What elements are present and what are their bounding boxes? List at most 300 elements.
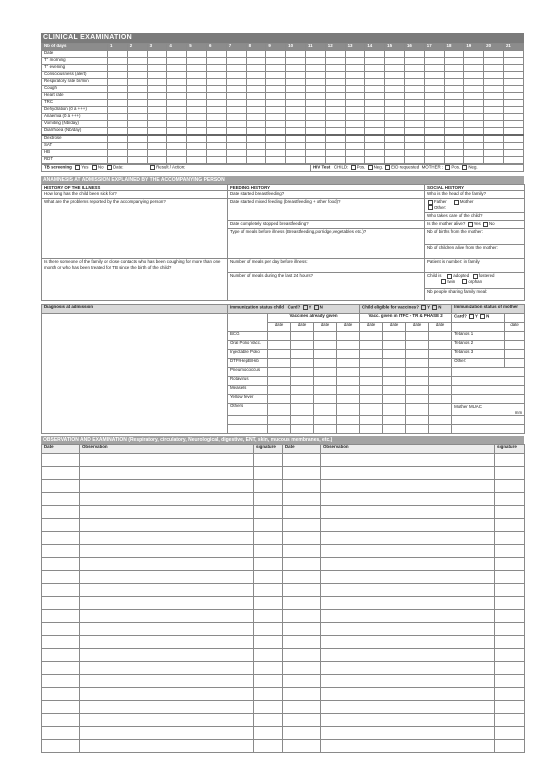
obs-date-cell[interactable] (283, 505, 321, 518)
vaccine-date-cell[interactable] (383, 332, 406, 341)
obs-date-cell[interactable] (283, 492, 321, 505)
clinical-cell[interactable] (305, 51, 325, 58)
obs-signature-cell[interactable] (495, 583, 525, 596)
clinical-cell[interactable] (305, 86, 325, 93)
clinical-cell[interactable] (444, 72, 464, 79)
vaccine-date-cell[interactable] (337, 341, 360, 350)
obs-signature-cell[interactable] (254, 570, 283, 583)
obs-date-cell[interactable] (283, 648, 321, 661)
clinical-cell[interactable] (167, 65, 187, 72)
clinical-cell[interactable] (404, 58, 424, 65)
clinical-cell[interactable] (503, 150, 523, 157)
clinical-cell[interactable] (246, 107, 266, 114)
obs-date-cell[interactable] (42, 596, 80, 609)
obs-date-cell[interactable] (283, 544, 321, 557)
mother-card-n-checkbox[interactable] (480, 314, 485, 319)
clinical-cell[interactable] (404, 86, 424, 93)
obs-signature-cell[interactable] (254, 492, 283, 505)
obs-text-cell[interactable] (321, 648, 495, 661)
vaccine-date-cell[interactable] (337, 368, 360, 377)
obs-signature-cell[interactable] (254, 596, 283, 609)
mother-alive-yes-checkbox[interactable] (468, 222, 473, 227)
clinical-cell[interactable] (365, 121, 385, 128)
obs-signature-cell[interactable] (495, 596, 525, 609)
mother-card[interactable] (452, 314, 505, 323)
clinical-cell[interactable] (365, 143, 385, 150)
obs-signature-cell[interactable] (495, 570, 525, 583)
mother-vaccine-date[interactable] (505, 350, 525, 359)
vaccine-date-cell[interactable] (268, 359, 291, 368)
clinical-cell[interactable] (325, 114, 345, 121)
clinical-cell[interactable] (345, 114, 365, 121)
obs-date-cell[interactable] (42, 726, 80, 739)
clinical-cell[interactable] (464, 93, 484, 100)
clinical-cell[interactable] (286, 65, 306, 72)
clinical-cell[interactable] (286, 107, 306, 114)
clinical-cell[interactable] (286, 79, 306, 86)
clinical-cell[interactable] (127, 150, 147, 157)
clinical-cell[interactable] (325, 128, 345, 136)
clinical-cell[interactable] (147, 79, 167, 86)
clinical-cell[interactable] (325, 93, 345, 100)
clinical-cell[interactable] (187, 100, 207, 107)
clinical-cell[interactable] (286, 72, 306, 79)
clinical-cell[interactable] (484, 72, 504, 79)
obs-signature-cell[interactable] (254, 583, 283, 596)
clinical-cell[interactable] (404, 114, 424, 121)
tb-date-checkbox[interactable] (107, 165, 112, 170)
clinical-cell[interactable] (305, 93, 325, 100)
clinical-cell[interactable] (266, 114, 286, 121)
clinical-cell[interactable] (385, 79, 405, 86)
clinical-cell[interactable] (187, 150, 207, 157)
clinical-cell[interactable] (266, 100, 286, 107)
clinical-cell[interactable] (503, 100, 523, 107)
obs-date-cell[interactable] (42, 544, 80, 557)
obs-text-cell[interactable] (321, 609, 495, 622)
feeding-q4[interactable]: Type of meals before illness (Breastfeeding,porridge,vegetables etc.)? (228, 229, 425, 259)
clinical-cell[interactable] (206, 58, 226, 65)
clinical-cell[interactable] (187, 114, 207, 121)
clinical-cell[interactable] (187, 93, 207, 100)
vaccine-date-cell[interactable] (406, 359, 429, 368)
clinical-cell[interactable] (187, 86, 207, 93)
vaccine-date-cell[interactable] (429, 368, 452, 377)
clinical-cell[interactable] (404, 143, 424, 150)
clinical-cell[interactable] (286, 143, 306, 150)
obs-date-cell[interactable] (42, 635, 80, 648)
obs-signature-cell[interactable] (254, 531, 283, 544)
clinical-cell[interactable] (108, 135, 128, 143)
clinical-cell[interactable] (385, 58, 405, 65)
obs-date-cell[interactable] (283, 713, 321, 726)
clinical-cell[interactable] (108, 143, 128, 150)
clinical-cell[interactable] (424, 114, 444, 121)
clinical-cell[interactable] (305, 72, 325, 79)
vaccine-date-cell[interactable] (337, 395, 360, 404)
vaccine-date-cell[interactable] (383, 404, 406, 416)
vaccine-date-cell[interactable] (291, 359, 314, 368)
clinical-cell[interactable] (345, 150, 365, 157)
clinical-cell[interactable] (365, 51, 385, 58)
clinical-cell[interactable] (167, 121, 187, 128)
obs-signature-cell[interactable] (254, 739, 283, 752)
vaccine-date-cell[interactable] (291, 368, 314, 377)
clinical-cell[interactable] (464, 150, 484, 157)
obs-text-cell[interactable] (80, 648, 254, 661)
clinical-cell[interactable] (246, 65, 266, 72)
clinical-cell[interactable] (127, 128, 147, 136)
obs-signature-cell[interactable] (495, 557, 525, 570)
clinical-cell[interactable] (246, 114, 266, 121)
clinical-cell[interactable] (147, 143, 167, 150)
clinical-cell[interactable] (345, 135, 365, 143)
vaccine-date-cell[interactable] (406, 377, 429, 386)
vaccine-date-cell[interactable] (291, 341, 314, 350)
obs-signature-cell[interactable] (495, 687, 525, 700)
vaccine-date-cell[interactable] (383, 368, 406, 377)
clinical-cell[interactable] (444, 157, 464, 164)
hiv-neg-checkbox[interactable] (368, 165, 373, 170)
clinical-cell[interactable] (424, 121, 444, 128)
obs-text-cell[interactable] (80, 583, 254, 596)
obs-text-cell[interactable] (80, 609, 254, 622)
clinical-cell[interactable] (503, 128, 523, 136)
clinical-cell[interactable] (167, 72, 187, 79)
clinical-cell[interactable] (266, 157, 286, 164)
clinical-cell[interactable] (206, 143, 226, 150)
clinical-cell[interactable] (266, 58, 286, 65)
obs-date-cell[interactable] (42, 700, 80, 713)
obs-text-cell[interactable] (80, 674, 254, 687)
clinical-cell[interactable] (404, 121, 424, 128)
obs-text-cell[interactable] (321, 687, 495, 700)
card-n-checkbox[interactable] (314, 305, 319, 310)
clinical-cell[interactable] (503, 143, 523, 150)
clinical-cell[interactable] (484, 114, 504, 121)
vaccine-date-cell[interactable] (406, 386, 429, 395)
obs-signature-cell[interactable] (254, 648, 283, 661)
tb-result-checkbox[interactable] (150, 165, 155, 170)
vaccine-date-cell[interactable] (429, 386, 452, 395)
clinical-cell[interactable] (108, 121, 128, 128)
obs-text-cell[interactable] (321, 583, 495, 596)
clinical-cell[interactable] (484, 121, 504, 128)
vaccine-date-cell[interactable] (406, 332, 429, 341)
clinical-cell[interactable] (226, 107, 246, 114)
mother-vaccine-date[interactable] (505, 359, 525, 368)
clinical-cell[interactable] (167, 135, 187, 143)
clinical-cell[interactable] (484, 93, 504, 100)
clinical-cell[interactable] (444, 93, 464, 100)
vaccine-date-cell[interactable] (383, 377, 406, 386)
vaccine-date-cell[interactable] (406, 368, 429, 377)
vaccine-date-cell[interactable] (429, 424, 452, 433)
clinical-cell[interactable] (266, 150, 286, 157)
clinical-cell[interactable] (246, 121, 266, 128)
clinical-cell[interactable] (345, 121, 365, 128)
obs-text-cell[interactable] (80, 687, 254, 700)
vaccine-date-cell[interactable] (291, 395, 314, 404)
obs-text-cell[interactable] (80, 570, 254, 583)
social-q1[interactable]: Who is the head of the family? (425, 191, 525, 199)
mother-vaccine-date[interactable] (505, 341, 525, 350)
obs-text-cell[interactable] (80, 726, 254, 739)
clinical-cell[interactable] (286, 135, 306, 143)
clinical-cell[interactable] (325, 150, 345, 157)
clinical-cell[interactable] (187, 107, 207, 114)
clinical-cell[interactable] (206, 135, 226, 143)
clinical-cell[interactable] (206, 93, 226, 100)
vaccine-date-cell[interactable] (337, 386, 360, 395)
obs-signature-cell[interactable] (254, 674, 283, 687)
clinical-cell[interactable] (167, 107, 187, 114)
clinical-cell[interactable] (266, 121, 286, 128)
vaccine-date-cell[interactable] (268, 424, 291, 433)
obs-date-cell[interactable] (283, 570, 321, 583)
clinical-cell[interactable] (226, 135, 246, 143)
clinical-cell[interactable] (464, 114, 484, 121)
obs-text-cell[interactable] (80, 544, 254, 557)
clinical-cell[interactable] (365, 86, 385, 93)
feeding-q6[interactable]: Number of meals during the last 24 hours? (228, 273, 425, 301)
obs-date-cell[interactable] (42, 505, 80, 518)
obs-date-cell[interactable] (283, 687, 321, 700)
clinical-cell[interactable] (127, 135, 147, 143)
clinical-cell[interactable] (484, 157, 504, 164)
clinical-cell[interactable] (266, 93, 286, 100)
clinical-cell[interactable] (385, 93, 405, 100)
clinical-cell[interactable] (127, 58, 147, 65)
vaccine-date-cell[interactable] (314, 341, 337, 350)
clinical-cell[interactable] (226, 58, 246, 65)
clinical-cell[interactable] (167, 93, 187, 100)
vaccine-date-cell[interactable] (314, 386, 337, 395)
feeding-q3[interactable]: Date completely stopped breastfeeding? (228, 221, 425, 229)
obs-date-cell[interactable] (283, 518, 321, 531)
vaccine-date-cell[interactable] (314, 350, 337, 359)
clinical-cell[interactable] (127, 79, 147, 86)
clinical-cell[interactable] (345, 157, 365, 164)
clinical-cell[interactable] (385, 51, 405, 58)
clinical-cell[interactable] (503, 135, 523, 143)
obs-date-cell[interactable] (42, 466, 80, 479)
clinical-cell[interactable] (444, 79, 464, 86)
clinical-cell[interactable] (266, 128, 286, 136)
clinical-cell[interactable] (484, 79, 504, 86)
clinical-cell[interactable] (187, 58, 207, 65)
clinical-cell[interactable] (444, 135, 464, 143)
social-q3[interactable] (425, 221, 525, 229)
clinical-cell[interactable] (503, 86, 523, 93)
clinical-cell[interactable] (108, 93, 128, 100)
obs-signature-cell[interactable] (495, 609, 525, 622)
clinical-cell[interactable] (444, 86, 464, 93)
mother-vaccine-date[interactable] (505, 332, 525, 341)
clinical-cell[interactable] (305, 114, 325, 121)
clinical-cell[interactable] (404, 93, 424, 100)
clinical-cell[interactable] (246, 150, 266, 157)
obs-text-cell[interactable] (80, 466, 254, 479)
clinical-cell[interactable] (404, 128, 424, 136)
clinical-cell[interactable] (345, 65, 365, 72)
clinical-cell[interactable] (424, 150, 444, 157)
clinical-cell[interactable] (108, 114, 128, 121)
obs-text-cell[interactable] (80, 739, 254, 752)
clinical-cell[interactable] (444, 107, 464, 114)
clinical-cell[interactable] (127, 114, 147, 121)
clinical-cell[interactable] (404, 72, 424, 79)
clinical-cell[interactable] (305, 128, 325, 136)
clinical-cell[interactable] (385, 107, 405, 114)
vaccine-date-cell[interactable] (268, 415, 291, 424)
obs-date-cell[interactable] (283, 531, 321, 544)
social-q6[interactable]: Patient is number: in family (425, 259, 525, 273)
head-mother-checkbox[interactable] (454, 200, 459, 205)
clinical-cell[interactable] (108, 150, 128, 157)
obs-signature-cell[interactable] (495, 453, 525, 466)
obs-text-cell[interactable] (321, 570, 495, 583)
clinical-cell[interactable] (325, 100, 345, 107)
clinical-cell[interactable] (305, 65, 325, 72)
clinical-cell[interactable] (365, 107, 385, 114)
clinical-cell[interactable] (503, 79, 523, 86)
vaccine-date-cell[interactable] (291, 415, 314, 424)
clinical-cell[interactable] (345, 128, 365, 136)
obs-text-cell[interactable] (80, 635, 254, 648)
clinical-cell[interactable] (108, 65, 128, 72)
clinical-cell[interactable] (286, 121, 306, 128)
head-father-checkbox[interactable] (428, 200, 433, 205)
clinical-cell[interactable] (464, 65, 484, 72)
clinical-cell[interactable] (385, 114, 405, 121)
clinical-cell[interactable] (108, 51, 128, 58)
obs-date-cell[interactable] (283, 453, 321, 466)
obs-date-cell[interactable] (283, 557, 321, 570)
clinical-cell[interactable] (325, 65, 345, 72)
clinical-cell[interactable] (127, 65, 147, 72)
clinical-cell[interactable] (206, 150, 226, 157)
clinical-cell[interactable] (127, 86, 147, 93)
obs-date-cell[interactable] (283, 635, 321, 648)
clinical-cell[interactable] (286, 100, 306, 107)
clinical-cell[interactable] (286, 150, 306, 157)
clinical-cell[interactable] (266, 72, 286, 79)
clinical-cell[interactable] (167, 114, 187, 121)
clinical-cell[interactable] (147, 86, 167, 93)
obs-date-cell[interactable] (283, 479, 321, 492)
clinical-cell[interactable] (325, 86, 345, 93)
obs-date-cell[interactable] (283, 726, 321, 739)
vaccine-date-cell[interactable] (406, 404, 429, 416)
clinical-cell[interactable] (226, 143, 246, 150)
clinical-cell[interactable] (444, 114, 464, 121)
clinical-cell[interactable] (503, 157, 523, 164)
clinical-cell[interactable] (206, 86, 226, 93)
obs-signature-cell[interactable] (495, 739, 525, 752)
clinical-cell[interactable] (266, 79, 286, 86)
clinical-cell[interactable] (503, 107, 523, 114)
clinical-cell[interactable] (246, 135, 266, 143)
obs-text-cell[interactable] (321, 596, 495, 609)
clinical-cell[interactable] (127, 107, 147, 114)
obs-text-cell[interactable] (321, 466, 495, 479)
obs-date-cell[interactable] (42, 518, 80, 531)
clinical-cell[interactable] (365, 128, 385, 136)
clinical-cell[interactable] (444, 100, 464, 107)
obs-date-cell[interactable] (42, 687, 80, 700)
clinical-cell[interactable] (385, 128, 405, 136)
obs-text-cell[interactable] (321, 557, 495, 570)
vaccine-date-cell[interactable] (268, 395, 291, 404)
clinical-cell[interactable] (385, 100, 405, 107)
clinical-cell[interactable] (503, 58, 523, 65)
clinical-cell[interactable] (503, 93, 523, 100)
clinical-cell[interactable] (345, 93, 365, 100)
hiv-pos-checkbox[interactable] (351, 165, 356, 170)
clinical-cell[interactable] (108, 100, 128, 107)
vaccine-date-cell[interactable] (429, 359, 452, 368)
vaccine-date-cell[interactable] (406, 424, 429, 433)
clinical-cell[interactable] (305, 100, 325, 107)
clinical-cell[interactable] (404, 107, 424, 114)
clinical-cell[interactable] (206, 114, 226, 121)
clinical-cell[interactable] (484, 65, 504, 72)
clinical-cell[interactable] (305, 58, 325, 65)
obs-text-cell[interactable] (321, 505, 495, 518)
vaccine-date-cell[interactable] (337, 424, 360, 433)
obs-text-cell[interactable] (321, 492, 495, 505)
diagnosis-field[interactable] (42, 314, 228, 434)
vaccine-date-cell[interactable] (314, 404, 337, 416)
clinical-cell[interactable] (167, 157, 187, 164)
obs-text-cell[interactable] (80, 453, 254, 466)
obs-signature-cell[interactable] (495, 505, 525, 518)
clinical-cell[interactable] (404, 51, 424, 58)
clinical-cell[interactable] (325, 79, 345, 86)
obs-signature-cell[interactable] (495, 635, 525, 648)
clinical-cell[interactable] (365, 72, 385, 79)
clinical-cell[interactable] (444, 51, 464, 58)
clinical-cell[interactable] (187, 135, 207, 143)
clinical-cell[interactable] (503, 51, 523, 58)
clinical-cell[interactable] (484, 100, 504, 107)
clinical-cell[interactable] (325, 72, 345, 79)
clinical-cell[interactable] (325, 157, 345, 164)
clinical-cell[interactable] (226, 86, 246, 93)
obs-signature-cell[interactable] (495, 544, 525, 557)
clinical-cell[interactable] (147, 128, 167, 136)
clinical-cell[interactable] (127, 121, 147, 128)
feeding-q2[interactable]: Date started mixed feeding (breastfeeding + other food)? (228, 199, 425, 221)
clinical-cell[interactable] (108, 79, 128, 86)
clinical-cell[interactable] (484, 150, 504, 157)
vaccine-date-cell[interactable] (268, 341, 291, 350)
obs-text-cell[interactable] (80, 596, 254, 609)
vaccine-date-cell[interactable] (337, 359, 360, 368)
clinical-cell[interactable] (147, 121, 167, 128)
vaccine-date-cell[interactable] (360, 424, 383, 433)
twin-checkbox[interactable] (441, 279, 446, 284)
clinical-cell[interactable] (424, 107, 444, 114)
vaccine-date-cell[interactable] (360, 404, 383, 416)
obs-date-cell[interactable] (42, 453, 80, 466)
vaccine-date-cell[interactable] (314, 395, 337, 404)
clinical-cell[interactable] (246, 79, 266, 86)
clinical-cell[interactable] (266, 107, 286, 114)
clinical-cell[interactable] (385, 86, 405, 93)
clinical-cell[interactable] (167, 143, 187, 150)
